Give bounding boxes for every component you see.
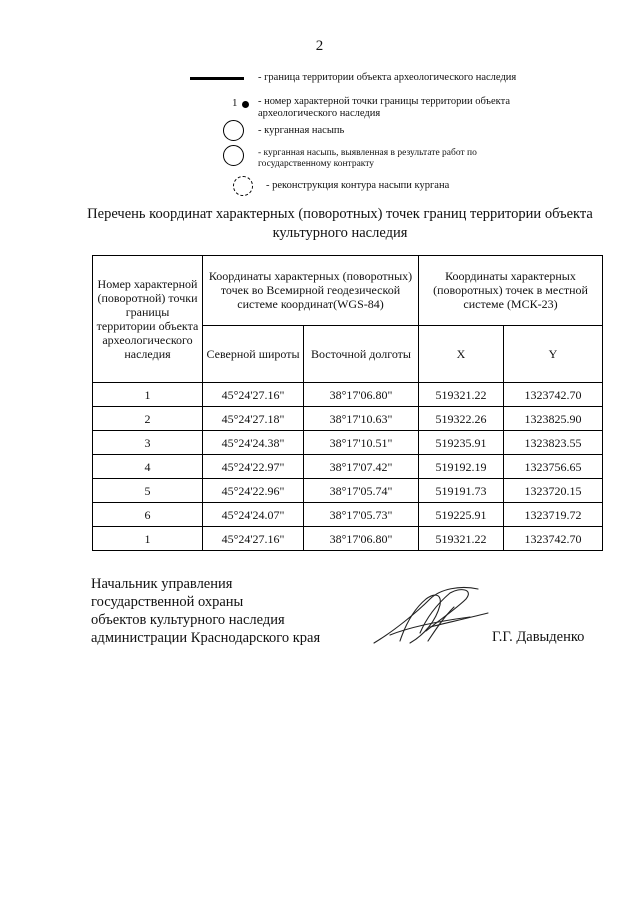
cell-y: 1323756.65 (504, 455, 603, 479)
cell-x: 519321.22 (419, 383, 504, 407)
cell-point-number: 5 (93, 479, 203, 503)
cell-y: 1323823.55 (504, 431, 603, 455)
cell-x: 519225.91 (419, 503, 504, 527)
boundary-line-symbol (190, 77, 244, 80)
document-title: Перечень координат характерных (поворотных) точек границ территории объекта культурного наследия (87, 206, 593, 241)
header-point-number: Номер характерной (поворотной) точки границы территории объекта археологического наследия (93, 256, 203, 383)
header-wgs84: Координаты характерных (поворотных) точек во Всемирной геодезической системе координат(WGS-84) (203, 256, 419, 326)
cell-longitude: 38°17'05.74" (304, 479, 419, 503)
cell-latitude: 45°24'27.18" (203, 407, 304, 431)
header-msk23: Координаты характерных (поворотных) точек в местной системе (МСК-23) (419, 256, 603, 326)
table-row (93, 503, 603, 527)
cell-x: 519235.91 (419, 431, 504, 455)
table-row (93, 407, 603, 431)
header-y: Y (504, 325, 603, 382)
cell-y: 1323719.72 (504, 503, 603, 527)
cell-y: 1323720.15 (504, 479, 603, 503)
position-line: Начальник управления (91, 576, 233, 592)
cell-longitude: 38°17'10.51" (304, 431, 419, 455)
cell-longitude: 38°17'06.80" (304, 383, 419, 407)
cell-longitude: 38°17'06.80" (304, 527, 419, 551)
table-header-row (93, 256, 603, 326)
cell-point-number: 4 (93, 455, 203, 479)
identified-mound-circle-icon (223, 145, 244, 166)
cell-point-number: 6 (93, 503, 203, 527)
position-line: объектов культурного наследия (91, 612, 285, 628)
table-row (93, 527, 603, 551)
legend-point-number-label: 1 (232, 97, 238, 109)
signatory-position (91, 575, 320, 647)
cell-latitude: 45°24'22.97" (203, 455, 304, 479)
signer-name: Г.Г. Давыденко (492, 629, 585, 645)
cell-latitude: 45°24'22.96" (203, 479, 304, 503)
legend-reconstruction-text: - реконструкция контура насыпи кургана (266, 180, 450, 191)
header-north-latitude: Северной широты (203, 325, 304, 382)
header-x: X (419, 325, 504, 382)
cell-y: 1323742.70 (504, 527, 603, 551)
table-row (93, 383, 603, 407)
legend-identified-mound-text: - курганная насыпь, выявленная в результате работ по государственному контракту (258, 148, 477, 169)
cell-point-number: 1 (93, 527, 203, 551)
cell-x: 519321.22 (419, 527, 504, 551)
cell-latitude: 45°24'27.16" (203, 383, 304, 407)
cell-x: 519192.19 (419, 455, 504, 479)
reconstruction-dashed-circle-icon (233, 176, 253, 196)
position-line: администрации Краснодарского края (91, 630, 321, 646)
cell-point-number: 3 (93, 431, 203, 455)
cell-x: 519322.26 (419, 407, 504, 431)
table-row (93, 455, 603, 479)
position-line: государственной охраны (91, 594, 244, 610)
cell-latitude: 45°24'24.07" (203, 503, 304, 527)
cell-latitude: 45°24'27.16" (203, 527, 304, 551)
cell-longitude: 38°17'07.42" (304, 455, 419, 479)
cell-y: 1323742.70 (504, 383, 603, 407)
cell-longitude: 38°17'05.73" (304, 503, 419, 527)
legend-point-text: - номер характерной точки границы территории объекта археологического наследия (258, 96, 510, 119)
table-row (93, 479, 603, 503)
mound-circle-icon (223, 120, 244, 141)
cell-longitude: 38°17'10.63" (304, 407, 419, 431)
cell-point-number: 1 (93, 383, 203, 407)
cell-y: 1323825.90 (504, 407, 603, 431)
cell-point-number: 2 (93, 407, 203, 431)
handwritten-signature (370, 583, 492, 649)
cell-latitude: 45°24'24.38" (203, 431, 304, 455)
coordinates-table (92, 255, 603, 551)
legend-mound-text: - курганная насыпь (258, 125, 345, 136)
cell-x: 519191.73 (419, 479, 504, 503)
point-dot-icon (242, 101, 249, 108)
header-east-longitude: Восточной долготы (304, 325, 419, 382)
legend-boundary-text: - граница территории объекта археологического наследия (258, 72, 517, 83)
page-number: 2 (315, 38, 324, 54)
table-row (93, 431, 603, 455)
